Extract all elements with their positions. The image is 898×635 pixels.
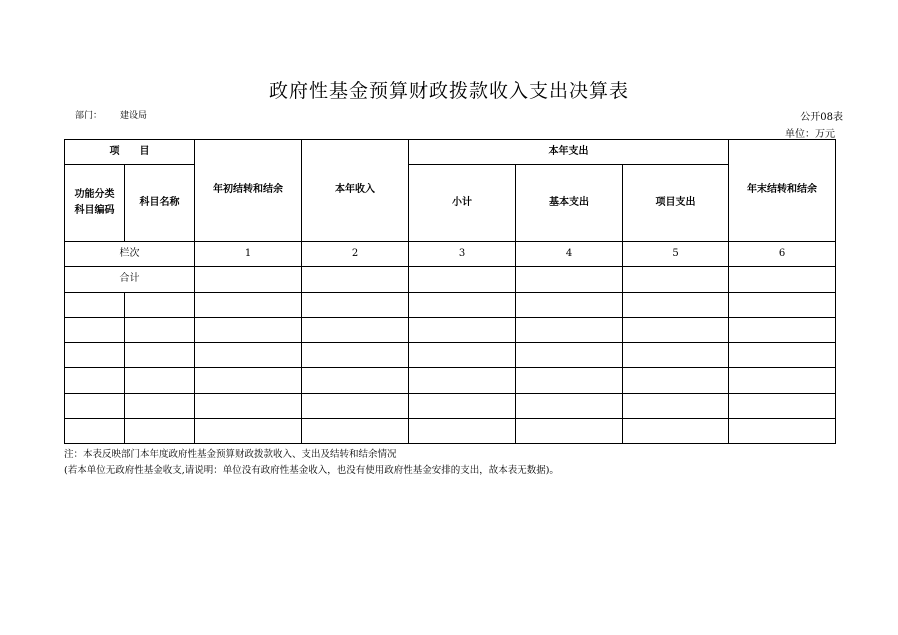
table-cell [409, 292, 516, 317]
table-cell [729, 368, 836, 393]
table-cell [729, 292, 836, 317]
table-cell [409, 393, 516, 418]
column-number-label: 栏次 [65, 241, 195, 266]
department-value: 建设局 [120, 111, 148, 121]
table-cell [729, 393, 836, 418]
header-basic-expense: 基本支出 [516, 165, 623, 242]
table-cell [729, 317, 836, 342]
table-cell [65, 292, 125, 317]
column-number: 1 [195, 241, 302, 266]
header-project-expense: 项目支出 [623, 165, 729, 242]
header-func-code: 功能分类科目编码 [65, 165, 125, 242]
unit-label: 单位：万元 [785, 129, 835, 140]
table-cell [729, 418, 836, 443]
table-cell [65, 393, 125, 418]
table-cell [195, 317, 302, 342]
table-cell [125, 343, 195, 368]
table-cell [65, 317, 125, 342]
table-row [65, 292, 836, 317]
table-cell [623, 343, 729, 368]
table-cell [125, 317, 195, 342]
page-title: 政府性基金预算财政拨款收入支出决算表 [268, 80, 629, 102]
table-cell [623, 368, 729, 393]
header-current-expense: 本年支出 [409, 140, 729, 165]
table-cell [409, 368, 516, 393]
table-cell [195, 368, 302, 393]
table-cell [409, 418, 516, 443]
table-cell [125, 368, 195, 393]
note-line-2: (若本单位无政府性基金收支,请说明：单位没有政府性基金收入，也没有使用政府性基金安排的支出，故本表无数据)。 [64, 465, 559, 476]
table-cell [516, 343, 623, 368]
header-opening-balance: 年初结转和结余 [195, 140, 302, 242]
table-cell [125, 418, 195, 443]
table-cell [302, 368, 409, 393]
table-cell [729, 343, 836, 368]
column-number: 3 [409, 241, 516, 266]
table-cell [302, 418, 409, 443]
table-cell [195, 418, 302, 443]
table-row [65, 393, 836, 418]
table-cell [195, 292, 302, 317]
header-subtotal: 小计 [409, 165, 516, 242]
table-cell [516, 418, 623, 443]
header-subject-name: 科目名称 [125, 165, 195, 242]
table-cell [409, 267, 516, 292]
form-number: 公开08表 [800, 112, 843, 123]
table-row [65, 343, 836, 368]
header-closing-balance: 年末结转和结余 [729, 140, 836, 242]
column-number: 4 [516, 241, 623, 266]
note-line-1: 注：本表反映部门本年度政府性基金预算财政拨款收入、支出及结转和结余情况 [64, 449, 397, 460]
table-cell [516, 368, 623, 393]
table-cell [195, 267, 302, 292]
budget-table [64, 139, 836, 444]
table-cell [623, 418, 729, 443]
department-label: 部门： [75, 111, 103, 121]
table-cell [623, 267, 729, 292]
header-current-income: 本年收入 [302, 140, 409, 242]
table-cell [516, 317, 623, 342]
table-cell [302, 393, 409, 418]
table-cell [302, 292, 409, 317]
table-cell [729, 267, 836, 292]
table-row [65, 317, 836, 342]
column-number: 5 [623, 241, 729, 266]
table-cell [623, 292, 729, 317]
table-cell [65, 418, 125, 443]
total-label: 合计 [65, 267, 195, 292]
table-cell [516, 393, 623, 418]
table-cell [302, 267, 409, 292]
table-cell [516, 292, 623, 317]
table-row [65, 368, 836, 393]
table-cell [65, 343, 125, 368]
table-cell [409, 317, 516, 342]
table-cell [516, 267, 623, 292]
column-number: 2 [302, 241, 409, 266]
table-cell [195, 393, 302, 418]
table-cell [302, 343, 409, 368]
table-row [65, 418, 836, 443]
table-cell [302, 317, 409, 342]
table-cell [125, 393, 195, 418]
table-cell [623, 393, 729, 418]
table-cell [125, 292, 195, 317]
table-cell [409, 343, 516, 368]
header-item: 项 目 [65, 140, 195, 165]
table-cell [65, 368, 125, 393]
table-cell [623, 317, 729, 342]
column-number: 6 [729, 241, 836, 266]
table-cell [195, 343, 302, 368]
